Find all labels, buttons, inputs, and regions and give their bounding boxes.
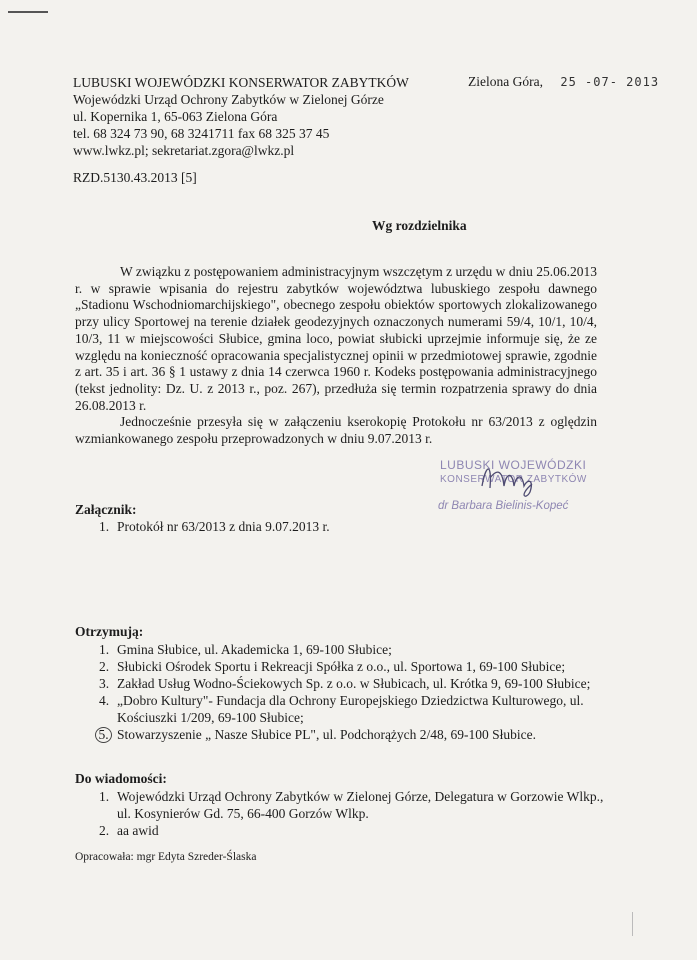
list-item: 5. Stowarzyszenie „ Nasze Słubice PL", ul. Podchorążych 2/48, 69-100 Słubice.: [75, 726, 605, 743]
attachment-list: [75, 518, 615, 535]
list-item: 4. „Dobro Kultury"- Fundacja dla Ochrony Europejskiego Dziedzictwa Kulturowego, ul. Kościuszki 1/209, 69-100 Słubice;: [99, 693, 584, 725]
date-stamp: 25 -07- 2013: [560, 75, 660, 89]
office-web-email: www.lwkz.pl; sekretariat.zgora@lwkz.pl: [73, 143, 295, 158]
scan-mark: [8, 11, 48, 13]
place: Zielona Góra,: [468, 74, 543, 89]
list-item: 3. Zakład Usług Wodno-Ściekowych Sp. z o.o. w Słubicach, ul. Krótka 9, 69-100 Słubice;: [99, 676, 591, 691]
list-item: 2. aa awid: [99, 823, 159, 838]
place-date: [468, 74, 659, 90]
list-item: 2. Słubicki Ośrodek Sportu i Rekreacji Spółka z o.o., ul. Sportowa 1, 69-100 Słubice;: [99, 659, 566, 674]
list-item: 1. Wojewódzki Urząd Ochrony Zabytków w Zielonej Górze, Delegatura w Gorzowie Wlkp., ul. Kosynierów Gd. 75, 66-400 Gorzów Wlkp.: [99, 789, 604, 821]
stamp-signatory: dr Barbara Bielinis-Kopeć: [438, 500, 569, 512]
office-phones: tel. 68 324 73 90, 68 3241711 fax 68 325 37 45: [73, 126, 330, 141]
addressee: Wg rozdzielnika: [372, 218, 467, 233]
stamp-line-2: KONSERWATOR ZABYTKÓW: [440, 474, 587, 485]
office-address: ul. Kopernika 1, 65-063 Zielona Góra: [73, 109, 278, 124]
letter-body: [75, 264, 597, 448]
recipients-title: Otrzymują:: [75, 624, 144, 639]
list-item: 1. Protokół nr 63/2013 z dnia 9.07.2013 r.: [99, 519, 330, 534]
handwritten-signature: [472, 456, 552, 502]
list-item: 1. Gmina Słubice, ul. Akademicka 1, 69-100 Słubice;: [99, 642, 392, 657]
recipients-list: [75, 641, 605, 743]
body-paragraph-1: W związku z postępowaniem administracyjnym wszczętym z urzędu w dniu 25.06.2013 r. w sprawie wpisania do rejestru zabytków województwa lubuskiego zespołu dawnego „Stadionu Wschodniomarchijskiego", obecnego zespołu obiektów sportowych zlokalizowanego przy ulicy Sportowej na terenie działek geodezyjnych oznaczonych numerami 59/4, 10/1, 10/4, 10/3, 11 w miejscowości Słubice, gmina loco, powiat słubicki uprzejmie informuje się, że ze względu na konieczność opracowania specjalistycznej opinii w przedmiotowej sprawie, zgodnie z art. 35 i art. 36 § 1 ustawy z dnia 14 czerwca 1960 r. Kodeks postępowania administracyjnego (tekst jednolity: Dz. U. z 2013 r., poz. 267), przedłuża się termin rozpatrzenia sprawy do dnia 26.08.2013 r.: [75, 264, 597, 413]
for-info-list: [75, 788, 605, 839]
body-paragraph-2: Jednocześnie przesyła się w załączeniu kserokopię Protokołu nr 63/2013 z oględzin wzmiankowanego zespołu przeprowadzonych w dniu 9.07.2013 r.: [75, 414, 597, 447]
attachment-title: Załącznik:: [75, 502, 137, 517]
official-stamp: [424, 454, 624, 524]
for-info-title: Do wiadomości:: [75, 771, 167, 786]
org-name: LUBUSKI WOJEWÓDZKI KONSERWATOR ZABYTKÓW: [73, 75, 409, 90]
letterhead: [73, 74, 409, 159]
circled-number: 5.: [95, 727, 112, 743]
prepared-by: Opracowała: mgr Edyta Szreder-Ślaska: [75, 851, 257, 863]
office-name: Wojewódzki Urząd Ochrony Zabytków w Zielonej Górze: [73, 92, 384, 107]
reference-number: RZD.5130.43.2013 [5]: [73, 170, 197, 185]
scan-mark: [632, 912, 633, 936]
stamp-line-1: LUBUSKI WOJEWÓDZKI: [440, 458, 587, 472]
